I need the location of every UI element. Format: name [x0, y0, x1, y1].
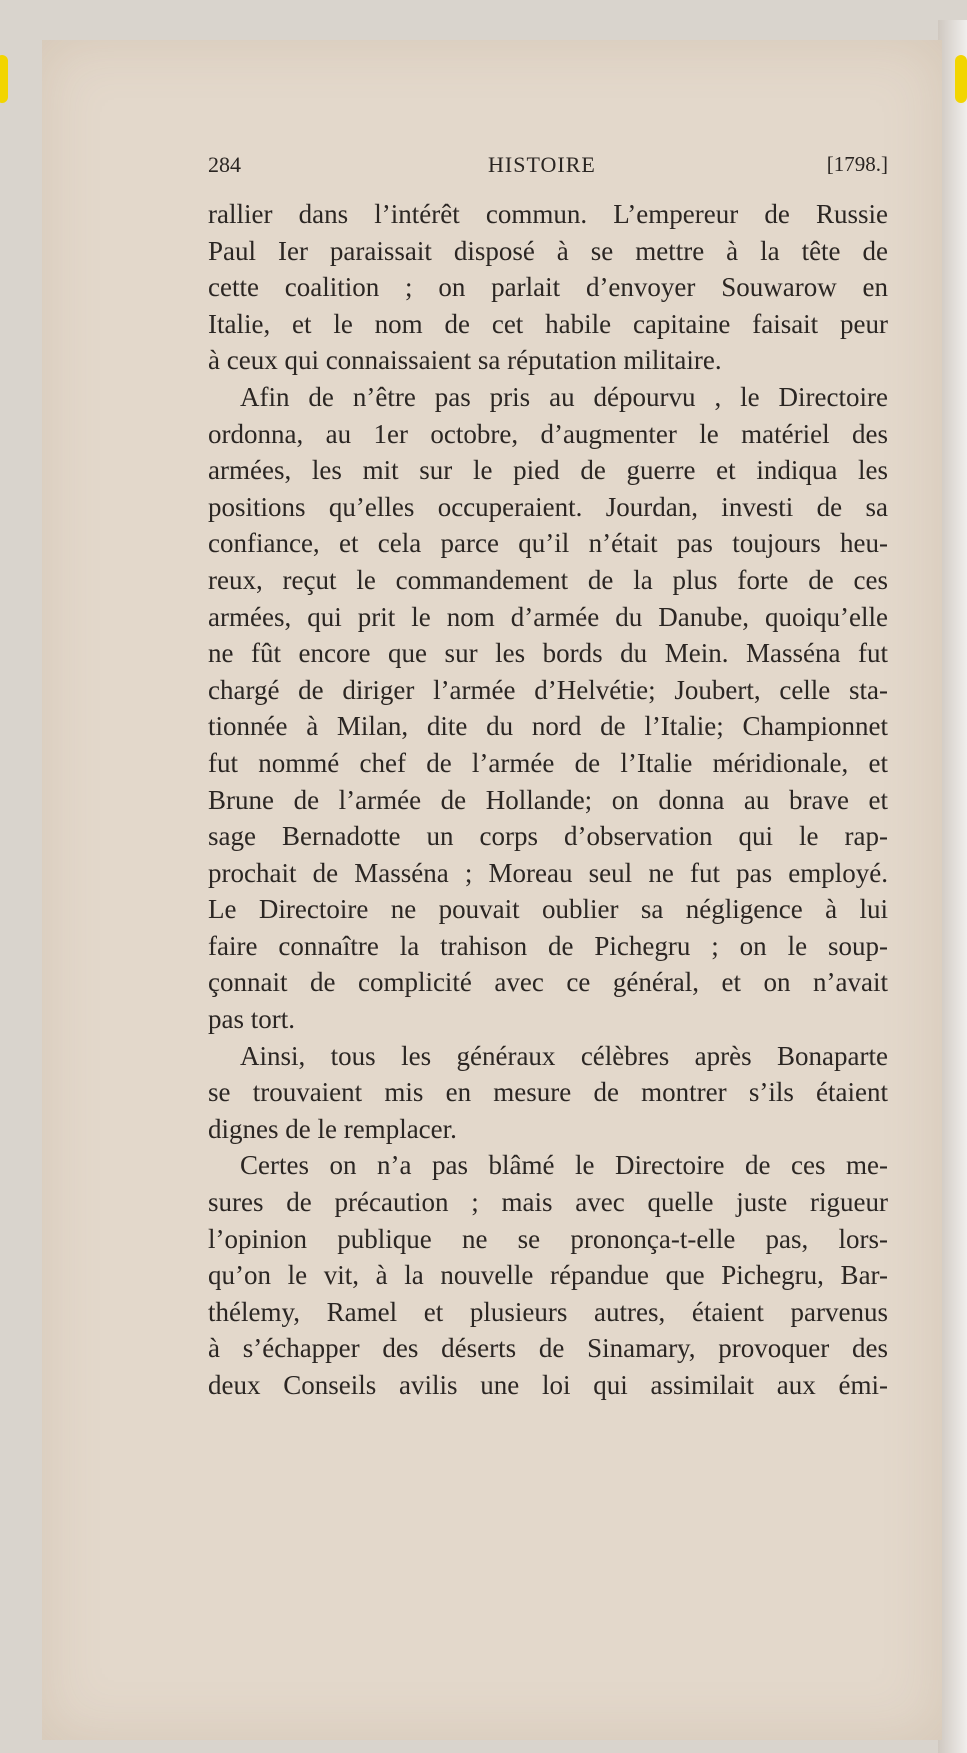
text-line: çonnait de complicité avec ce général, et on n’avait: [208, 967, 888, 998]
right-tab-marker: [955, 55, 967, 103]
text-line: Paul Ier paraissait disposé à se mettre à la tête de: [208, 235, 888, 266]
text-line: se trouvaient mis en mesure de montrer s’ils étaient: [208, 1077, 888, 1108]
text-line: Le Directoire ne pouvait oublier sa négligence à lui: [208, 894, 888, 925]
text-line: Ainsi, tous les généraux célèbres après Bonaparte: [240, 1040, 888, 1071]
page-header: [208, 152, 888, 182]
text-line: qu’on le vit, à la nouvelle répandue que Pichegru, Bar-: [208, 1260, 888, 1291]
running-title: HISTOIRE: [488, 152, 596, 177]
text-line: Certes on n’a pas blâmé le Directoire de ces me-: [240, 1150, 888, 1181]
text-line: Afin de n’être pas pris au dépourvu , le Directoire: [240, 381, 888, 412]
text-line: armées, les mit sur le pied de guerre et indiqua les: [208, 455, 888, 486]
page-number: 284: [208, 152, 241, 177]
text-line: sures de précaution ; mais avec quelle juste rigueur: [208, 1187, 888, 1218]
text-line: à s’échapper des déserts de Sinamary, provoquer des: [208, 1333, 888, 1364]
text-line: à ceux qui connaissaient sa réputation militaire.: [208, 345, 722, 376]
text-line: ordonna, au 1er octobre, d’augmenter le matériel des: [208, 418, 888, 449]
left-tab-marker: [0, 55, 8, 103]
text-line: dignes de le remplacer.: [208, 1113, 457, 1144]
text-line: pas tort.: [208, 1004, 295, 1035]
page-edge: [938, 20, 967, 1753]
body-text: [208, 196, 888, 1404]
text-line: confiance, et cela parce qu’il n’était pas toujours heu-: [208, 528, 888, 559]
text-line: l’opinion publique ne se prononça-t-elle pas, lors-: [208, 1223, 888, 1254]
text-line: Italie, et le nom de cet habile capitaine faisait peur: [208, 308, 888, 339]
text-line: prochait de Masséna ; Moreau seul ne fut pas employé.: [208, 857, 888, 888]
text-line: deux Conseils avilis une loi qui assimilait aux émi-: [208, 1370, 888, 1400]
text-line: tionnée à Milan, dite du nord de l’Italie; Championnet: [208, 711, 888, 742]
text-line: sage Bernadotte un corps d’observation qui le rap-: [208, 821, 888, 852]
text-line: thélemy, Ramel et plusieurs autres, étaient parvenus: [208, 1296, 888, 1327]
text-line: reux, reçut le commandement de la plus forte de ces: [208, 564, 888, 595]
text-line: cette coalition ; on parlait d’envoyer Souwarow en: [208, 272, 888, 303]
text-line: faire connaître la trahison de Pichegru ; on le soup-: [208, 930, 888, 961]
text-line: chargé de diriger l’armée d’Helvétie; Joubert, celle sta-: [208, 674, 888, 705]
text-line: positions qu’elles occuperaient. Jourdan, investi de sa: [208, 491, 888, 522]
text-line: armées, qui prit le nom d’armée du Danube, quoiqu’elle: [208, 601, 888, 632]
text-line: rallier dans l’intérêt commun. L’empereur de Russie: [208, 199, 888, 229]
text-line: ne fût encore que sur les bords du Mein. Masséna fut: [208, 638, 888, 669]
year-label: [1798.]: [826, 152, 888, 176]
text-line: fut nommé chef de l’armée de l’Italie méridionale, et: [208, 747, 888, 778]
text-line: Brune de l’armée de Hollande; on donna au brave et: [208, 784, 888, 815]
